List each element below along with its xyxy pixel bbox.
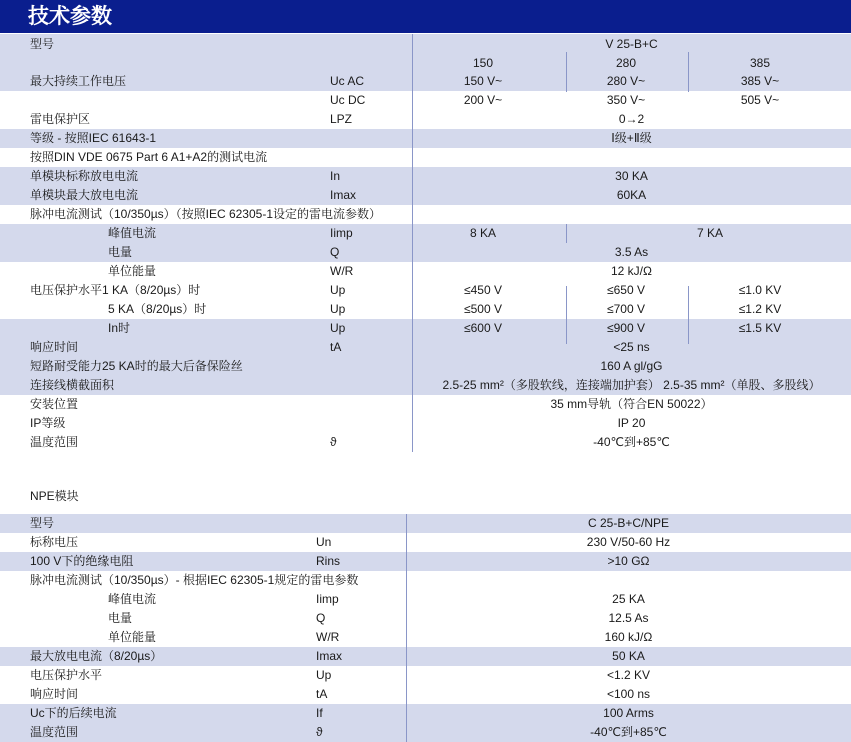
spec-label: 峰值电流 [108,592,157,606]
spec-value: ≤1.2 KV [738,302,782,316]
spec-value: ≤500 V [464,302,502,316]
table-row [0,34,851,72]
column-divider [406,514,407,742]
table-row [0,205,851,224]
spec-value: 160 kJ/Ω [604,630,653,644]
table-row [0,243,851,262]
model-value: V 25-B+C [605,37,658,51]
table-row [0,357,851,376]
page-title: 技术参数 [0,0,851,33]
variant-label: 150 [472,56,494,70]
spec-label: 单模块最大放电电流 [30,188,139,202]
spec-value: 12.5 As [608,611,649,625]
table-row [0,590,851,609]
spec-label: 100 V下的绝缘电阻 [30,554,134,568]
spec-value: 230 V/50-60 Hz [586,535,671,549]
column-divider [566,286,567,344]
spec-label: 响应时间 [30,340,79,354]
spec-symbol: Up [330,321,346,335]
spec-label: 雷电保护区 [30,112,91,126]
spec-label: 最大持续工作电压 [30,74,127,88]
spec-value: Ⅰ级+Ⅱ级 [611,131,652,145]
table-row [0,723,851,742]
spec-symbol: Up [330,302,346,316]
spec-value: -40℃到+85℃ [593,435,670,449]
spec-value: 60KA [616,188,647,202]
spec-label: 电压保护水平 [30,668,103,682]
table-row [0,395,851,414]
spec-value: ≤450 V [464,283,502,297]
spec-value: ≤1.0 KV [738,283,782,297]
spec-label: 响应时间 [30,687,79,701]
spec-value: 2.5-25 mm²（多股软线，连接端加护套） 2.5-35 mm²（单股、多股线） [442,378,821,392]
table-row [0,414,851,433]
spec-label: 电量 [108,611,133,625]
table-row [0,148,851,167]
spec-value: -40℃到+85℃ [590,725,667,739]
spec-label: 按照DIN VDE 0675 Part 6 A1+A2的测试电流 [30,150,268,164]
spec-label: 型号 [30,37,55,51]
spec-symbol: ϑ [330,435,337,449]
spec-symbol: Iimp [316,592,339,606]
spec-symbol: Uc AC [330,74,365,88]
spec-value: 3.5 As [614,245,649,259]
spec-symbol: Iimp [330,226,353,240]
spec-label: 温度范围 [30,725,79,739]
spec-value: 35 mm导轨（符合EN 50022） [550,397,713,411]
spec-value: 385 V~ [740,74,780,88]
spec-value: 280 V~ [606,74,646,88]
table-row [0,514,851,533]
table-row [0,647,851,666]
spec-value: 100 Arms [603,706,654,720]
spec-label: 温度范围 [30,435,79,449]
spec-value: ≤700 V [607,302,645,316]
spec-symbol: Imax [316,649,343,663]
spec-label: 单位能量 [108,264,157,278]
spec-value: ≤1.5 KV [738,321,782,335]
spec-symbol: LPZ [330,112,353,126]
spec-symbol: W/R [330,264,354,278]
spec-label: 标称电压 [30,535,79,549]
column-divider [688,52,689,92]
spec-value: 25 KA [612,592,645,606]
spec-value: 505 V~ [740,93,780,107]
table-row [0,552,851,571]
table-row [0,300,851,319]
table-row [0,571,851,590]
spec-label: 脉冲电流测试（10/350µs）- 根据IEC 62305-1规定的雷电参数 [30,573,359,587]
spec-symbol: Uc DC [330,93,366,107]
table-row [0,319,851,338]
table-row [0,609,851,628]
spec-label: 等级 - 按照IEC 61643-1 [30,131,157,145]
spec-label: In时 [108,321,131,335]
table-row [0,376,851,395]
spec-label: 电压保护水平1 KA（8/20µs）时 [30,283,201,297]
spec-symbol: Up [316,668,332,682]
spec-symbol: Imax [330,188,357,202]
spec-label: 峰值电流 [108,226,157,240]
spec-value: 350 V~ [606,93,646,107]
spec-symbol: Q [316,611,326,625]
spec-label: 短路耐受能力25 KA时的最大后备保险丝 [30,359,243,373]
table-row [0,685,851,704]
spec-symbol: If [316,706,323,720]
column-divider [566,224,567,243]
variant-label: 280 [615,56,637,70]
spec-label: 单位能量 [108,630,157,644]
spec-value: >10 GΩ [607,554,650,568]
spec-label: 脉冲电流测试（10/350µs）（按照IEC 62305-1设定的雷电流参数） [30,207,381,221]
spec-value: 200 V~ [463,93,503,107]
column-divider [566,52,567,92]
spec-symbol: tA [330,340,342,354]
spec-value: 7 KA [696,226,723,240]
spec-value: IP 20 [617,416,646,430]
variant-label: 385 [749,56,771,70]
spec-value: 150 V~ [463,74,503,88]
column-divider [688,286,689,344]
spec-value: 160 A gl/gG [600,359,663,373]
table-row [0,224,851,243]
spec-label: 最大放电电流（8/20µs） [30,649,163,663]
spec-label: 安装位置 [30,397,79,411]
spec-value: 12 kJ/Ω [611,264,652,278]
spec-value: ≤650 V [607,283,645,297]
spec-label: Uc下的后续电流 [30,706,117,720]
spec-value: 0→2 [618,112,645,126]
table-row [0,281,851,300]
table-row [0,167,851,186]
table-row [0,262,851,281]
spec-label: 型号 [30,516,55,530]
spec-label: 电量 [108,245,133,259]
spec-symbol: ϑ [316,725,323,739]
spec-value: ≤600 V [464,321,502,335]
spec-value: 30 KA [615,169,648,183]
npe-heading: NPE模块 [30,489,79,503]
spec-value: <25 ns [613,340,650,354]
table-row [0,666,851,685]
spec-symbol: Rins [316,554,341,568]
table-row [0,72,851,91]
spec-symbol: Un [316,535,332,549]
spec-value: <1.2 KV [606,668,651,682]
spec-value: C 25-B+C/NPE [587,516,670,530]
spec-symbol: In [330,169,341,183]
table-row [0,91,851,110]
spec-value: ≤900 V [607,321,645,335]
spec-label: 连接线横截面积 [30,378,115,392]
spec-symbol: W/R [316,630,340,644]
table-row [0,628,851,647]
table-row [0,338,851,357]
spec-label: IP等级 [30,416,66,430]
spec-symbol: Q [330,245,340,259]
table-row [0,433,851,452]
spec-value: 8 KA [469,226,496,240]
table-row [0,704,851,723]
column-divider [412,34,413,452]
table-row [0,533,851,552]
spec-value: 50 KA [612,649,645,663]
spec-label: 5 KA（8/20µs）时 [108,302,207,316]
table-row [0,129,851,148]
spec-label: 单模块标称放电电流 [30,169,139,183]
table-row [0,186,851,205]
table-row [0,110,851,129]
spec-value: <100 ns [606,687,651,701]
spec-symbol: tA [316,687,328,701]
spec-symbol: Up [330,283,346,297]
